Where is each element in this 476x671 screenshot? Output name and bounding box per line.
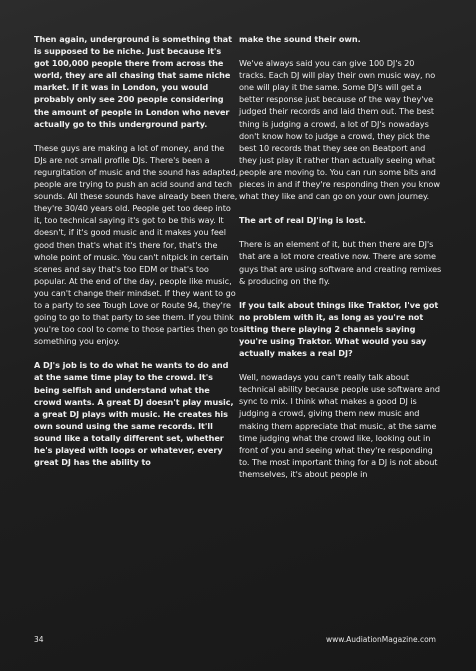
left-paragraph-3: A DJ's job is to do what he wants to do and at the same time play to the crowd. It's being selfish and understand what the crowd wants. A great DJ doesn't play music, a great DJ plays with music. He creates his own sound using the same records. It'll sound like a totally different set, whether he's played with loops or whatever, every great DJ has the ability to (34, 360, 234, 468)
right-paragraph-3: The art of real DJ'ing is lost. (239, 215, 366, 226)
right-paragraph-4: There is an element of it, but then there are DJ's that are a lot more creative now. There are some guys that are using software and creating remixes & producing on the fly. (239, 239, 442, 286)
website-url: www.AudiationMagazine.com (325, 635, 436, 644)
right-paragraph-5: If you talk about things like Traktor, I've got no problem with it, as long as you're not sitting there playing 2 channels saying you're using Traktor. What would you say actually makes a real DJ? (239, 299, 439, 359)
left-paragraph-2: These guys are making a lot of money, and the DJs are not small profile DJs. There's been a regurgitation of music and the sound has adapted, people are trying to push an acid sound and tech sounds. All these sounds have already been there, they're 30/40 years old. People get too deep into it, too technical saying it's got to be this way. It doesn't, if it's good music and it makes you feel good then that's what it's there for, that's the whole point of music. You can't nitpick in certain scenes and say that's too EDM or that's too popular. At the end of the day, people like music, you can't change their mindset. If they want to go to a party to see Tough Love or Route 94, they're going to go to that party to see them. If you think you're too cool to come to those parties then go to something you enjoy. (34, 142, 239, 347)
page-number: 34 (34, 635, 44, 644)
right-paragraph-2: We've always said you can give 100 DJ's 20 tracks. Each DJ will play their own music way, no one will play it the same. Some DJ's will get a better response just because of the way they've judged their records and laid them out. The best thing is judging a crowd, a lot of DJ's nowadays don't know how to judge a crowd, they pick the best 10 records that they see on Beatport and they just play it rather than actually seeing what people are moving to. You can run some bits and pieces in and if they're responding then you know what they like and can go on your own journey. (239, 58, 440, 202)
right-column (239, 33, 444, 492)
right-paragraph-1: make the sound their own. (239, 34, 361, 44)
right-paragraph-6: Well, nowadays you can't really talk about technical ability because people use software and sync to mix. I think what makes a good DJ is judging a crowd, giving them new music and making them appreciate that music, at the same time judging what the crowd like, looking out in front of you and seeing what they're responding to. The most important thing for a DJ is not about themselves, it's about people in (239, 372, 440, 479)
left-column (34, 33, 239, 480)
left-paragraph-1: Then again, underground is something that is supposed to be niche. Just because it's got 100,000 people there from across the world, they are all chasing that same niche market. If it was in London, you would probably only see 200 people considering the amount of people in London who never actually go to this underground party. (34, 34, 232, 129)
